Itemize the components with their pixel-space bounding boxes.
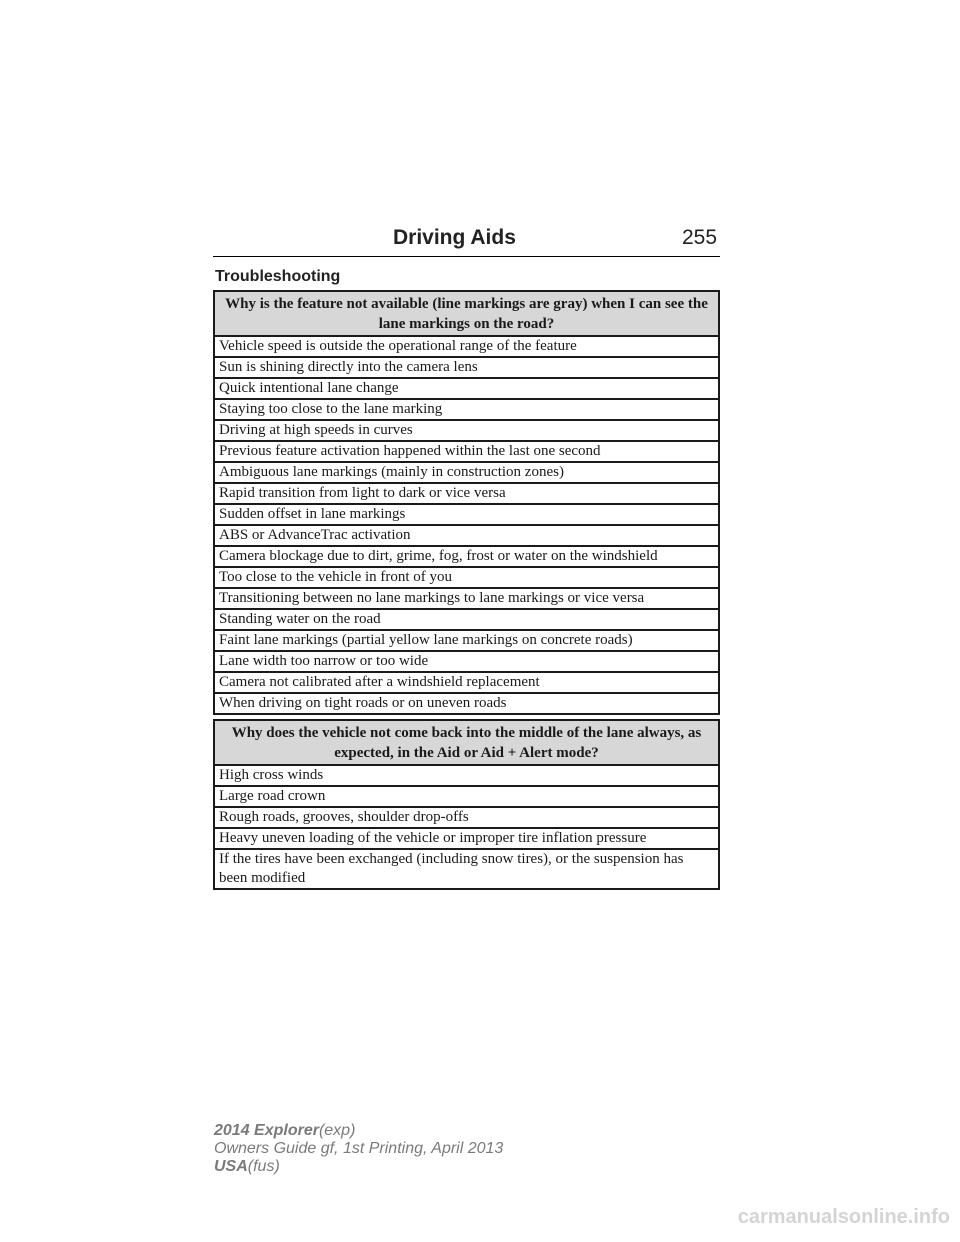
table-row: ABS or AdvanceTrac activation — [215, 526, 718, 547]
table-question-header: Why does the vehicle not come back into the middle of the lane always, as expected, in the Aid or Aid + Alert mode? — [215, 721, 718, 766]
footer-market-code: (fus) — [247, 1158, 280, 1175]
footer-line-3 — [214, 1158, 503, 1176]
page-number: 255 — [682, 226, 718, 249]
table-row: When driving on tight roads or on uneven roads — [215, 694, 718, 715]
footer-model-code: (exp) — [318, 1122, 356, 1139]
footer-line-2: Owners Guide gf, 1st Printing, April 2013 — [214, 1140, 504, 1157]
troubleshooting-table-availability — [213, 290, 720, 715]
table-row: Sun is shining directly into the camera lens — [215, 358, 718, 379]
table-row: Vehicle speed is outside the operational range of the feature — [215, 337, 718, 358]
document-footer — [214, 1122, 503, 1176]
table-row: Driving at high speeds in curves — [215, 421, 718, 442]
table-row: Large road crown — [215, 787, 718, 808]
table-row: Previous feature activation happened within the last one second — [215, 442, 718, 463]
table-row: Staying too close to the lane marking — [215, 400, 718, 421]
watermark-text: carmanualsonline.info — [737, 1206, 950, 1228]
footer-line-1 — [214, 1122, 503, 1140]
troubleshooting-table-centering — [213, 719, 720, 890]
table-row: If the tires have been exchanged (including snow tires), or the suspension has been modified — [215, 850, 718, 890]
table-row: Ambiguous lane markings (mainly in construction zones) — [215, 463, 718, 484]
table-row: Camera not calibrated after a windshield replacement — [215, 673, 718, 694]
table-row: Heavy uneven loading of the vehicle or improper tire inflation pressure — [215, 829, 718, 850]
table-row: Transitioning between no lane markings to lane markings or vice versa — [215, 589, 718, 610]
table-row: Faint lane markings (partial yellow lane markings on concrete roads) — [215, 631, 718, 652]
table-row: Lane width too narrow or too wide — [215, 652, 718, 673]
table-row: Rough roads, grooves, shoulder drop-offs — [215, 808, 718, 829]
table-question-header: Why is the feature not available (line markings are gray) when I can see the lane markings on the road? — [215, 292, 718, 337]
table-row: High cross winds — [215, 766, 718, 787]
header-rule — [213, 256, 720, 257]
page-header-title: Driving Aids — [393, 226, 516, 249]
footer-model: 2014 Explorer — [214, 1122, 319, 1139]
table-row: Standing water on the road — [215, 610, 718, 631]
table-row: Too close to the vehicle in front of you — [215, 568, 718, 589]
table-row: Rapid transition from light to dark or vice versa — [215, 484, 718, 505]
table-row: Sudden offset in lane markings — [215, 505, 718, 526]
footer-market: USA — [214, 1158, 248, 1175]
section-title: Troubleshooting — [215, 268, 341, 285]
table-row: Camera blockage due to dirt, grime, fog, frost or water on the windshield — [215, 547, 718, 568]
table-row: Quick intentional lane change — [215, 379, 718, 400]
